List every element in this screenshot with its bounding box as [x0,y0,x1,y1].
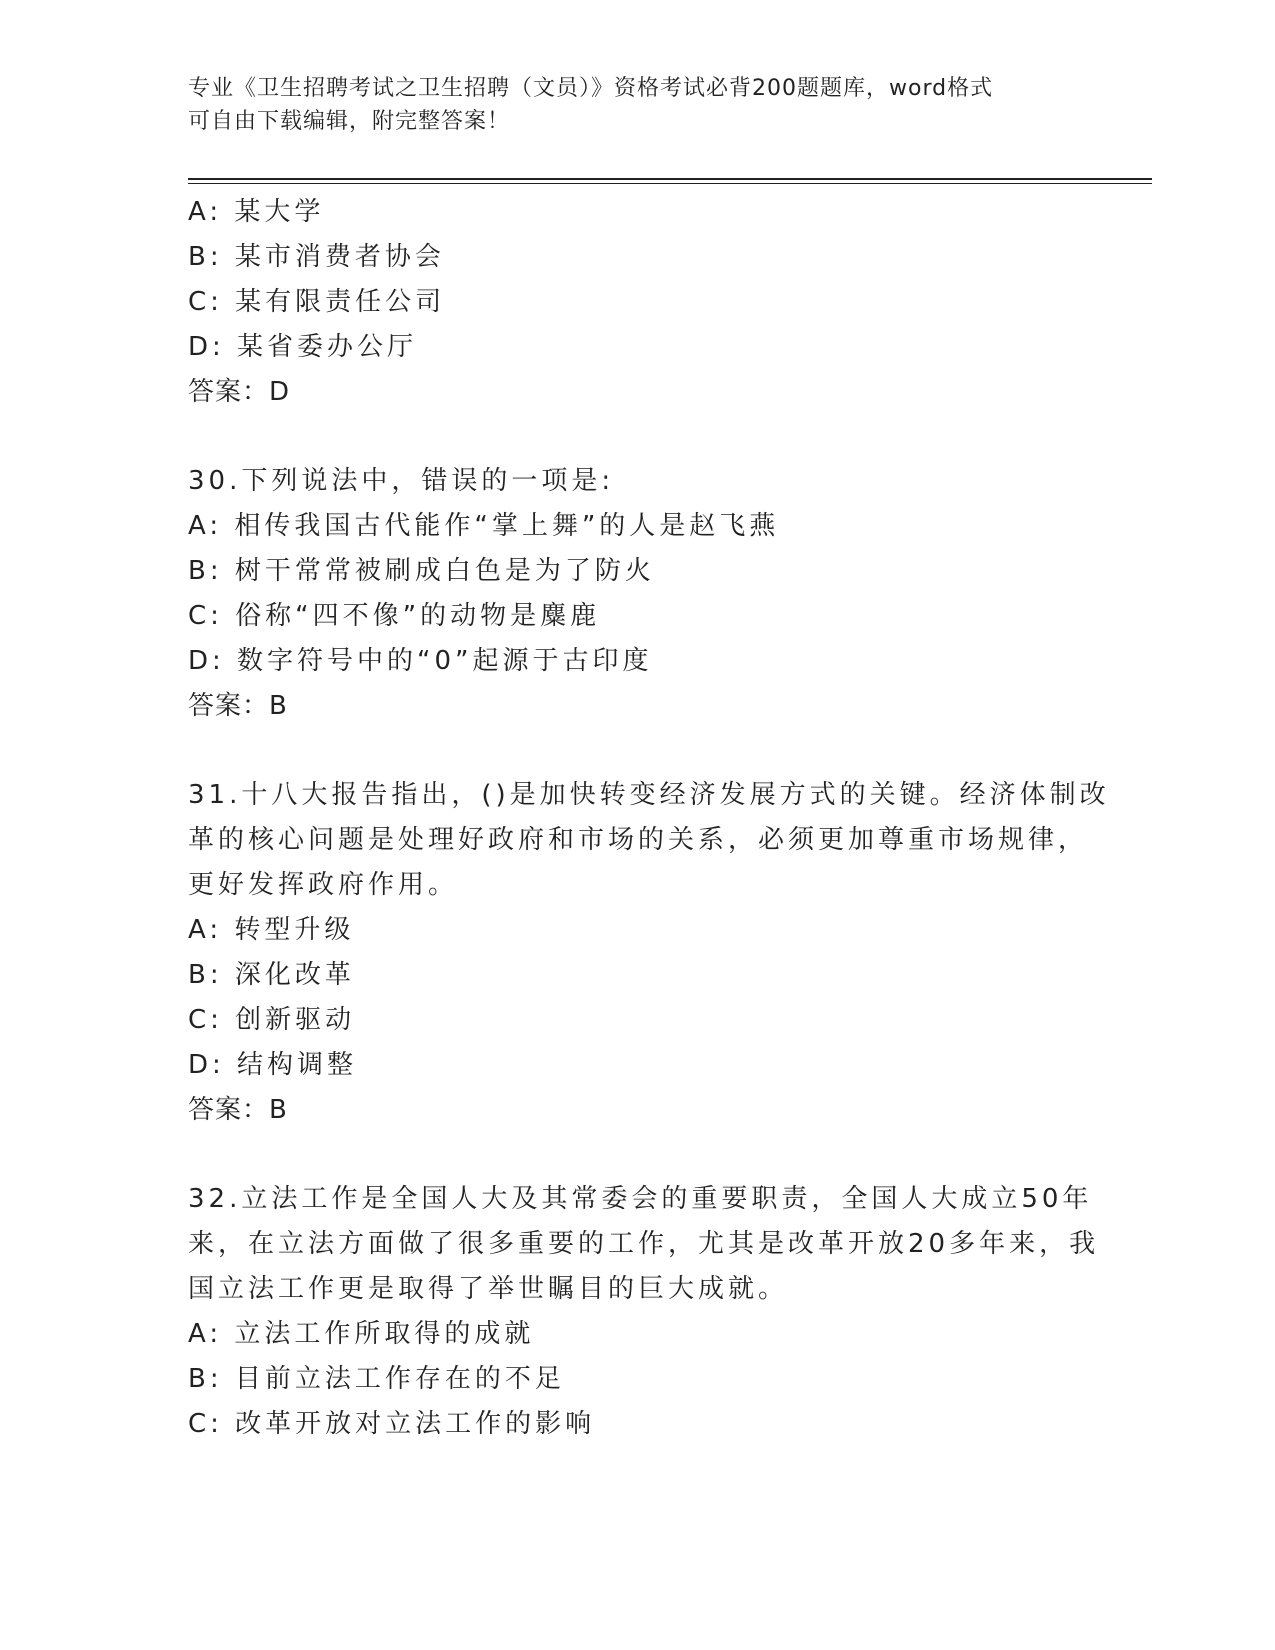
question-text-line-1: 31.十八大报告指出，()是加快转变经济发展方式的关键。经济体制改 [188,780,1110,810]
header-rule-thick [188,178,1152,180]
question-text-line-2: 革的核心问题是处理好政府和市场的关系，必须更加尊重市场规律， [188,825,1089,855]
option-c: C: 创新驱动 [188,1005,356,1035]
option-c: C: 俗称“四不像”的动物是麋鹿 [188,601,601,631]
question-text-line-1: 32.立法工作是全国人大及其常委会的重要职责，全国人大成立50年 [188,1184,1093,1214]
question-block-30 [188,459,1088,729]
answer-line: 答案：D [188,377,291,407]
option-c: C: 某有限责任公司 [188,287,446,317]
question-text-line-3: 国立法工作更是取得了举世瞩目的巨大成就。 [188,1274,789,1304]
option-a: A: 立法工作所取得的成就 [188,1319,535,1349]
question-list [188,190,1110,1447]
option-c: C: 改革开放对立法工作的影响 [188,1409,596,1439]
question-text-line-3: 更好发挥政府作用。 [188,870,459,900]
question-text-line-2: 来，在立法方面做了很多重要的工作，尤其是改革开放20多年来，我 [188,1229,1100,1259]
option-b: B: 深化改革 [188,960,355,990]
option-b: B: 树干常常被刷成白色是为了防火 [188,556,655,586]
option-a: A: 转型升级 [188,915,355,945]
header-line-2: 可自由下载编辑，附完整答案！ [188,109,511,134]
answer-line: 答案：B [188,691,288,721]
document-header [188,72,1088,138]
option-b: B: 某市消费者协会 [188,242,445,272]
option-d: D: 结构调整 [188,1050,358,1080]
question-block-29 [188,190,1088,415]
option-d: D: 某省委办公厅 [188,332,418,362]
question-text: 30.下列说法中，错误的一项是: [188,466,615,496]
option-d: D: 数字符号中的“0”起源于古印度 [188,646,653,676]
question-block-32 [188,1177,1100,1447]
option-a: A: 某大学 [188,197,325,227]
option-b: B: 目前立法工作存在的不足 [188,1364,565,1394]
answer-line: 答案：B [188,1095,288,1125]
option-a: A: 相传我国古代能作“掌上舞”的人是赵飞燕 [188,511,780,541]
header-line-1: 专业《卫生招聘考试之卫生招聘（文员）》资格考试必背200题题库，word格式 [188,76,994,101]
question-block-31 [188,773,1110,1133]
header-rule-thin [188,183,1152,184]
